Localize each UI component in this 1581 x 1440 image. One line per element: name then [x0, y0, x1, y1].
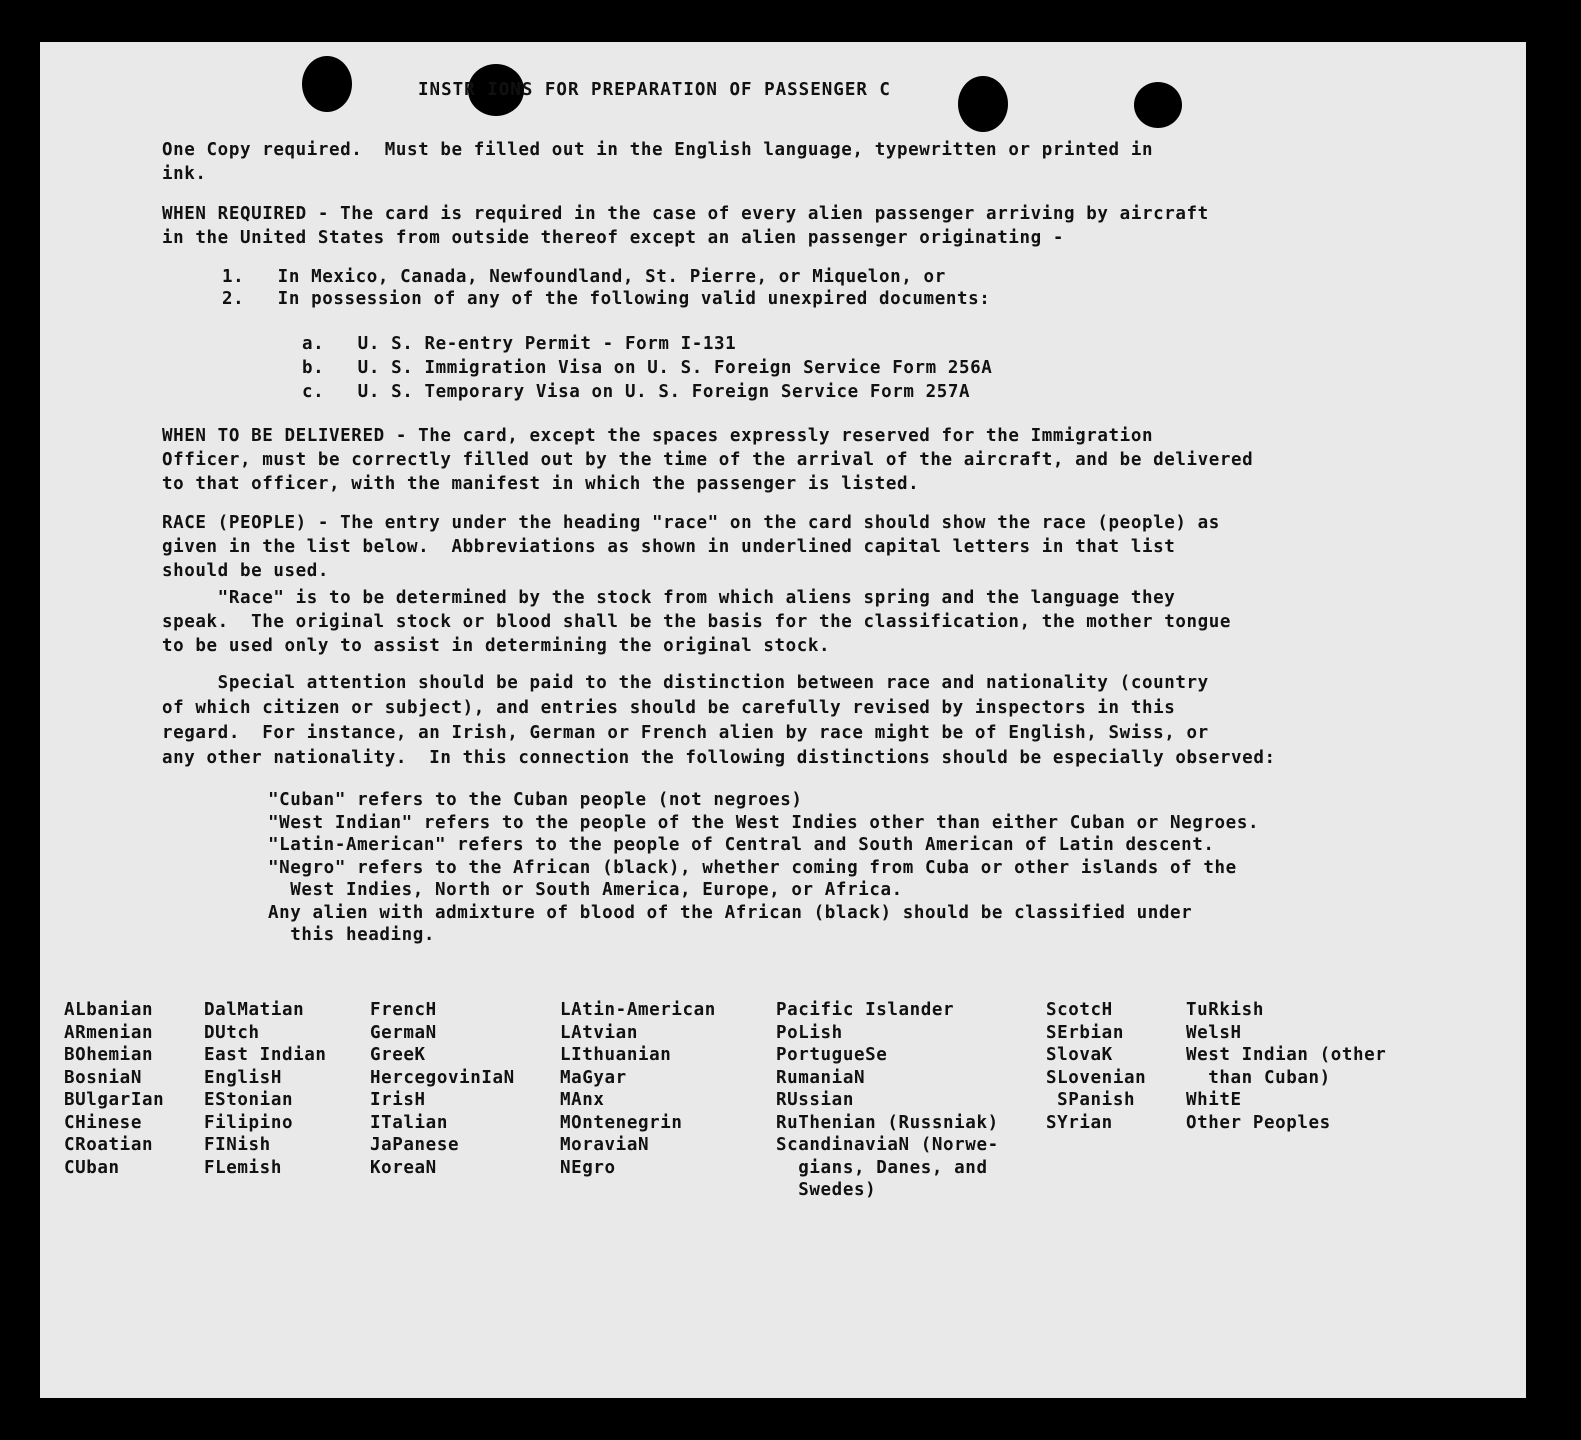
- distinctions-list: "Cuban" refers to the Cuban people (not negroes) "West Indian" refers to the people of the West Indies other than either Cuban or Negroes. "Latin-American" refers to the people of Central and South American of Latin descent. "Negro" refers to the African (black), whether coming from Cuba or other islands of the West Indies, North or South America, Europe, or Africa. Any alien with admixture of blood of the African (black) should be classified under this heading.: [268, 790, 1260, 945]
- race-entry: CUban: [64, 1157, 120, 1178]
- race-determined-paragraph: "Race" is to be determined by the stock from which aliens spring and the language they speak. The original stock or blood shall be the basis for the classification, the mother tongue to be used only to assist in determining the original stock.: [162, 588, 1232, 656]
- punch-hole: [958, 76, 1008, 132]
- race-entry: HercegovinIaN: [370, 1067, 515, 1088]
- race-entry: SLovenian: [1046, 1067, 1147, 1088]
- race-entry: PortugueSe: [776, 1045, 888, 1065]
- race-entry: IrisH: [370, 1090, 426, 1110]
- race-entry: East Indian: [204, 1045, 327, 1065]
- special-attention-paragraph: Special attention should be paid to the distinction between race and nationality (country of which citizen or subject), and entries should be carefully revised by inspectors in this regard. For instance, an Irish, German or French alien by race might be of English, Swiss, or any other nationality. In this connection the following distinctions should be especially observed:: [162, 673, 1276, 768]
- race-column-5: [776, 999, 999, 1202]
- race-entry: MOntenegrin: [560, 1112, 683, 1133]
- race-entry: LAtvian: [560, 1022, 638, 1043]
- race-entry: ITalian: [370, 1112, 448, 1133]
- punch-hole: [1134, 82, 1182, 128]
- race-entry: MoraviaN: [560, 1135, 650, 1155]
- race-entry: SlovaK: [1046, 1045, 1113, 1065]
- race-entry: BUlgarIan: [64, 1090, 165, 1110]
- race-entry: BosniaN: [64, 1067, 142, 1088]
- race-column-7: [1186, 999, 1386, 1134]
- race-paragraph: RACE (PEOPLE) - The entry under the heading "race" on the card should show the race (people) as given in the list below. Abbreviations as shown in underlined capital letters in that list should be used.: [162, 513, 1220, 581]
- race-entry: ScotcH: [1046, 1000, 1113, 1020]
- document-title: INSTR IONS FOR PREPARATION OF PASSENGER C: [418, 80, 891, 100]
- race-column-3: [370, 999, 515, 1179]
- race-entry: NEgro: [560, 1157, 616, 1178]
- race-entry: DUtch: [204, 1022, 260, 1043]
- race-column-2: [204, 999, 327, 1179]
- race-entry: KoreaN: [370, 1157, 437, 1178]
- race-entry: RumaniaN: [776, 1067, 866, 1088]
- conditions-list: 1. In Mexico, Canada, Newfoundland, St. Pierre, or Miquelon, or 2. In possession of any of the following valid unexpired documents:: [222, 267, 991, 309]
- race-entry: RuThenian (Russniak): [776, 1112, 999, 1133]
- race-entry: West Indian (other: [1186, 1045, 1387, 1065]
- when-required-paragraph: WHEN REQUIRED - The card is required in the case of every alien passenger arriving by aircraft in the United States from outside thereof except an alien passenger originating -: [162, 204, 1209, 248]
- race-column-4: [560, 999, 716, 1179]
- race-entry: than Cuban): [1186, 1067, 1331, 1088]
- punch-hole: [302, 56, 352, 112]
- race-column-6: [1046, 999, 1146, 1134]
- race-entry: WelsH: [1186, 1022, 1242, 1043]
- race-entry: SPanish: [1046, 1090, 1136, 1110]
- race-entry: FrencH: [370, 1000, 437, 1020]
- race-entry: CHinese: [64, 1112, 142, 1133]
- race-entry: GreeK: [370, 1045, 426, 1065]
- race-entry: FLemish: [204, 1157, 282, 1178]
- race-entry: LAtin-American: [560, 1000, 716, 1020]
- race-entry: TuRkish: [1186, 1000, 1264, 1020]
- race-entry: EnglisH: [204, 1067, 282, 1088]
- race-entry: FINish: [204, 1135, 271, 1155]
- document-page: [40, 42, 1526, 1398]
- race-entry: Other Peoples: [1186, 1112, 1331, 1133]
- race-entry: MAnx: [560, 1090, 605, 1110]
- race-entry: ARmenian: [64, 1022, 154, 1043]
- race-entry: EStonian: [204, 1090, 294, 1110]
- race-column-1: [64, 999, 164, 1179]
- race-entry: Swedes): [776, 1180, 877, 1200]
- intro-paragraph: One Copy required. Must be filled out in the English language, typewritten or printed in ink.: [162, 140, 1154, 184]
- race-entry: WhitE: [1186, 1090, 1242, 1110]
- race-entry: DalMatian: [204, 1000, 305, 1020]
- race-entry: LIthuanian: [560, 1045, 672, 1065]
- when-delivered-paragraph: WHEN TO BE DELIVERED - The card, except the spaces expressly reserved for the Immigration Officer, must be correctly filled out by the time of the arrival of the aircraft, and be delivered to that officer, with the manifest in which the passenger is listed.: [162, 426, 1254, 494]
- race-entry: ScandinaviaN (Norwe-: [776, 1135, 999, 1155]
- race-entry: GermaN: [370, 1022, 437, 1043]
- race-entry: SYrian: [1046, 1112, 1113, 1133]
- race-entry: PoLish: [776, 1022, 843, 1043]
- race-entry: MaGyar: [560, 1067, 627, 1088]
- race-entry: gians, Danes, and: [776, 1157, 988, 1178]
- race-entry: ALbanian: [64, 1000, 154, 1020]
- race-entry: SErbian: [1046, 1022, 1124, 1043]
- race-entry: RUssian: [776, 1090, 854, 1110]
- race-entry: Pacific Islander: [776, 1000, 955, 1020]
- documents-list: a. U. S. Re-entry Permit - Form I-131 b. U. S. Immigration Visa on U. S. Foreign Service Form 256A c. U. S. Temporary Visa on U. S. Foreign Service Form 257A: [302, 334, 993, 402]
- race-entry: BOhemian: [64, 1045, 154, 1065]
- race-entry: Filipino: [204, 1112, 294, 1133]
- race-entry: JaPanese: [370, 1135, 460, 1155]
- race-entry: CRoatian: [64, 1135, 154, 1155]
